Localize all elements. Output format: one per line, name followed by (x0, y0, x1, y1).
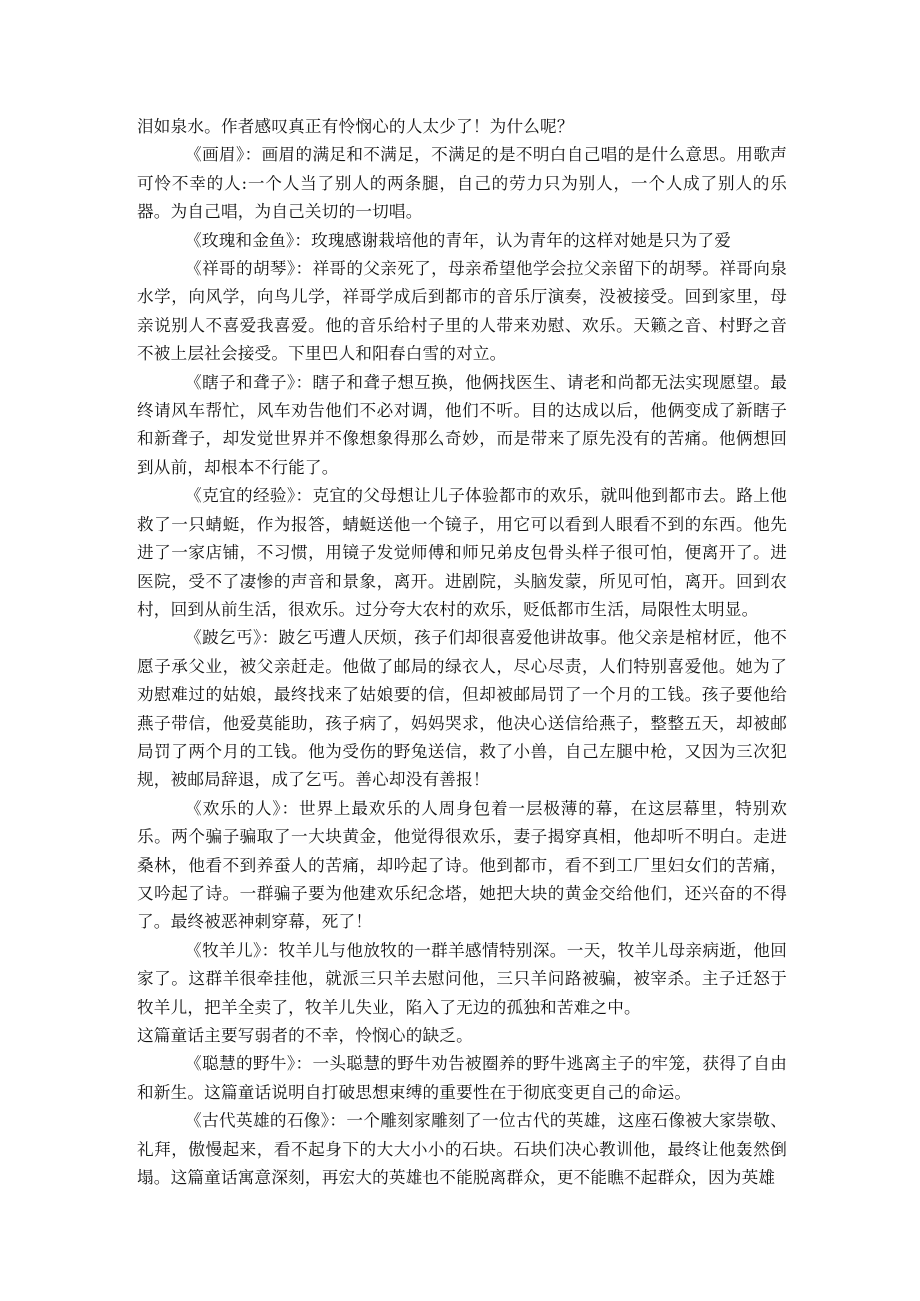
paragraph-congming-yeniu: 《聪慧的野牛》：一头聪慧的野牛劝告被圈养的野牛逃离主子的牢笼，获得了自由和新生。这篇童话说明自打破思想束缚的重要性在于彻底变更自己的命运。 (137, 1054, 787, 1102)
paragraph-summary: 这篇童话主要写弱者的不幸，怜悯心的缺乏。 (137, 1026, 473, 1045)
paragraph-meigui-jinyu: 《玫瑰和金鱼》：玫瑰感谢栽培他的青年，认为青年的这样对她是只为了爱 (185, 230, 732, 250)
paragraph: 泪如泉水。作者感叹真正有怜悯心的人太少了！为什么呢？ (137, 117, 574, 136)
paragraph-huamei: 《画眉》：画眉的满足和不满足，不满足的是不明白自己唱的是什么意思。用歌声可怜不幸的人:一个人当了别人的两条腿，自己的劳力只为别人，一个人成了别人的乐器。为自己唱，为自己关切的一切唱。 (137, 145, 787, 222)
paragraph-bo-qigai: 《跛乞丐》：跛乞丐遭人厌烦，孩子们却很喜爱他讲故事。他父亲是棺材匠，他不愿子承父业，被父亲赶走。他做了邮局的绿衣人，尽心尽责，人们特别喜爱他。她为了劝慰难过的姑娘，最终找来了姑娘要的信，但却被邮局罚了一个月的工钱。孩子要他给燕子带信，他爱莫能助，孩子病了，妈妈哭求，他决心送信给燕子，整整五天，却被邮局罚了两个月的工钱。他为受伤的野兔送信，救了小兽，自己左腿中枪，又因为三次犯规，被邮局辞退，成了乞丐。善心却没有善报！ (137, 628, 787, 790)
paragraph-keyi-jingyan: 《克宜的经验》：克宜的父母想让儿子体验都市的欢乐，就叫他到都市去。路上他救了一只蜻蜓，作为报答，蜻蜓送他一个镜子，用它可以看到人眼看不到的东西。他先进了一家店铺，不习惯，用镜子发觉师傅和师兄弟皮包骨头样子很可怕，便离开了。进医院，受不了凄惨的声音和景象，离开。进剧院，头脑发蒙，所见可怕，离开。回到农村，回到从前生活，很欢乐。过分夸大农村的欢乐，贬低都市生活，局限性太明显。 (137, 486, 787, 619)
paragraph-huanle-de-ren: 《欢乐的人》：世界上最欢乐的人周身包着一层极薄的幕，在这层幕里，特别欢乐。两个骗子骗取了一大块黄金，他觉得很欢乐，妻子揭穿真相，他却听不明白。走进桑林，他看不到养蚕人的苦痛，却吟起了诗。他到都市，看不到工厂里妇女们的苦痛，又吟起了诗。一群骗子要为他建欢乐纪念塔，她把大块的黄金交给他们，还兴奋的不得了。最终被恶神刺穿幕，死了！ (137, 798, 787, 932)
paragraph-muyanger: 《牧羊儿》：牧羊儿与他放牧的一群羊感情特别深。一天，牧羊儿母亲病逝，他回家了。这群羊很牵挂他，就派三只羊去慰问他，三只羊问路被骗，被宰杀。主子迁怒于牧羊儿，把羊全卖了，牧羊儿失业，陷入了无边的孤独和苦难之中。 (137, 940, 787, 1017)
paragraph-gudai-yingxiong: 《古代英雄的石像》：一个雕刻家雕刻了一位古代的英雄，这座石像被大家崇敬、礼拜，傲慢起来，看不起身下的大大小小的石块。石块们决心教训他，最终让他轰然倒塌。这篇童话寓意深刻，再宏大的英雄也不能脱离群众，更不能瞧不起群众，因为英雄 (137, 1111, 787, 1188)
body-text (137, 113, 787, 1192)
paragraph-xiazi-longzi: 《瞎子和聋子》：瞎子和聋子想互换，他俩找医生、请老和尚都无法实现愿望。最终请风车帮忙，风车劝告他们不必对调，他们不听。目的达成以后，他俩变成了新瞎子和新聋子，却发觉世界并不像想象得那么奇妙，而是带来了原先没有的苦痛。他俩想回到从前，却根本不行能了。 (137, 372, 787, 477)
paragraph-xiangge-huqin: 《祥哥的胡琴》：祥哥的父亲死了，母亲希望他学会拉父亲留下的胡琴。祥哥向泉水学，向风学，向鸟儿学，祥哥学成后到都市的音乐厅演奏，没被接受。回到家里，母亲说别人不喜爱我喜爱。他的音乐给村子里的人带来劝慰、欢乐。天籁之音、村野之音不被上层社会接受。下里巴人和阳春白雪的对立。 (137, 259, 787, 364)
